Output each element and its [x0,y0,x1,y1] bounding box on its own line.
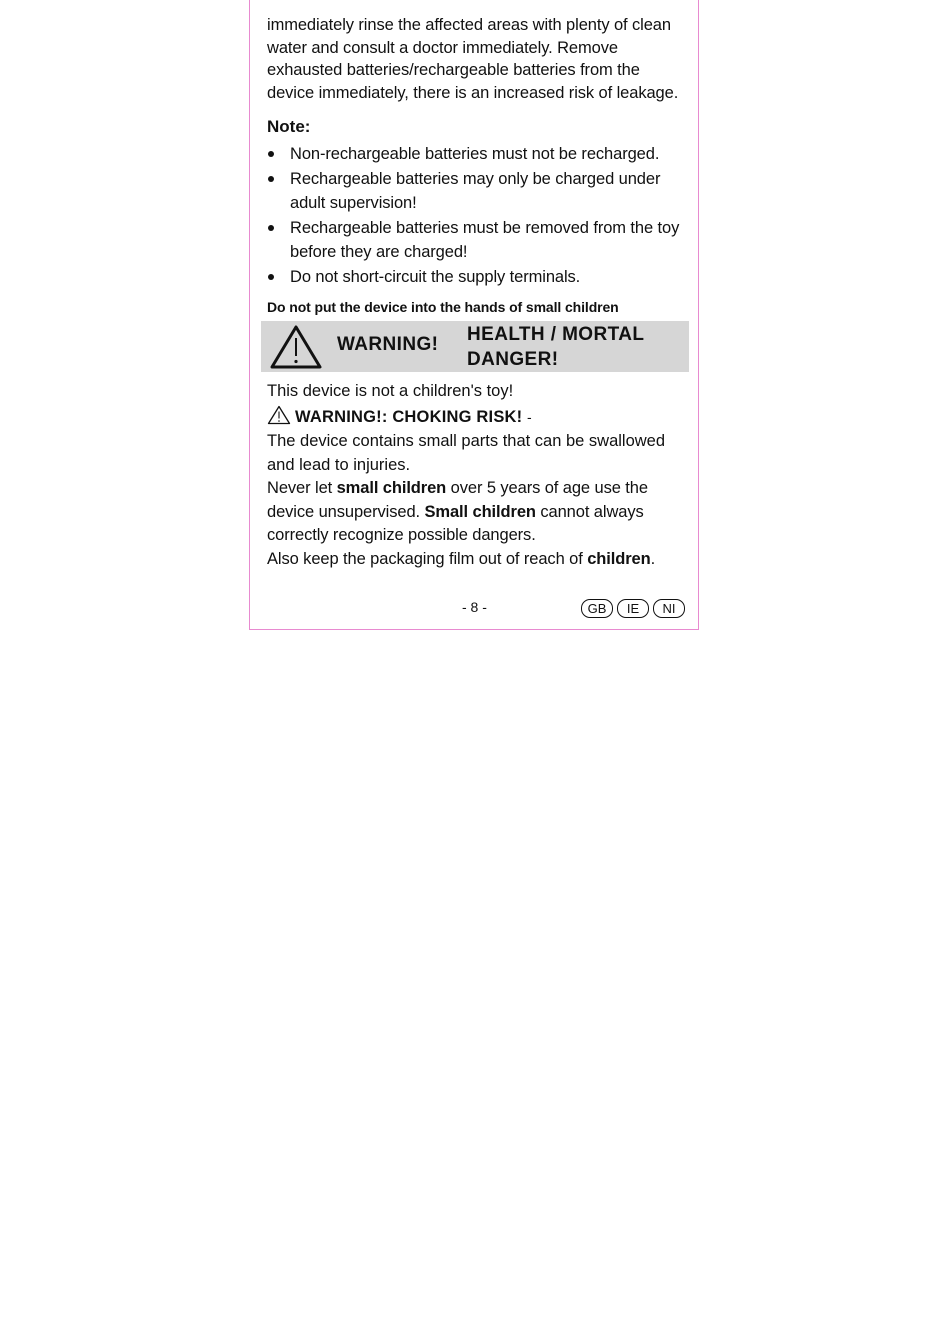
note-item-text: Rechargeable batteries must be removed from the toy before they are charged! [290,219,680,262]
choking-label: WARNING!: CHOKING RISK! [295,408,523,427]
page-content [267,14,687,571]
note-list [267,142,687,289]
supervision-text [267,477,687,548]
text-run: over 5 years of age use the device unsupervised. [267,479,648,521]
packaging-text [267,548,687,572]
bullet-icon [268,176,274,182]
small-children-heading: Do not put the device into the hands of small children [267,299,619,316]
note-item-text: Rechargeable batteries may only be charged under adult supervision! [290,170,661,213]
text-run: Also keep the packaging film out of reach of [267,549,588,568]
intro-paragraph: immediately rinse the affected areas with plenty of clean water and consult a doctor immediately. Remove exhausted batteries/rechargeable batteries from the device immediately, there is an increased risk of leakage. [267,16,679,102]
note-item [267,167,687,215]
warning-danger-text: HEALTH / MORTAL DANGER! [467,324,644,371]
choking-warning [267,405,687,429]
bullet-icon [268,151,274,157]
text-run: Never let [267,479,337,498]
page-footer [250,596,700,620]
country-badge-ni: NI [653,599,685,618]
manual-page [249,0,699,630]
note-item-text: Do not short-circuit the supply terminals. [290,268,581,287]
not-a-toy-text: This device is not a children's toy! [267,382,514,401]
warning-triangle-icon [267,405,291,425]
bullet-icon [268,274,274,280]
warning-box [261,321,689,372]
note-title: Note: [267,117,311,137]
emphasis-text: small children [336,479,447,498]
country-badges [581,599,685,618]
note-item-text: Non-rechargeable batteries must not be recharged. [290,145,660,164]
note-item [267,216,687,264]
country-badge-ie: IE [617,599,649,618]
text-run: cannot always correctly recognize possible dangers. [267,502,644,545]
warning-label: WARNING! [337,334,439,356]
note-item [267,142,687,166]
country-badge-gb: GB [581,599,613,618]
text-run: . [650,549,656,568]
warning-triangle-icon [269,324,323,370]
note-item [267,265,687,289]
emphasis-text: Small children [424,502,536,521]
small-parts-text: The device contains small parts that can be swallowed and lead to injuries. [267,432,666,475]
page-number: - 8 - [462,599,487,615]
bullet-icon [268,225,274,231]
choking-dash: - [526,409,532,426]
emphasis-text: children [587,549,651,568]
